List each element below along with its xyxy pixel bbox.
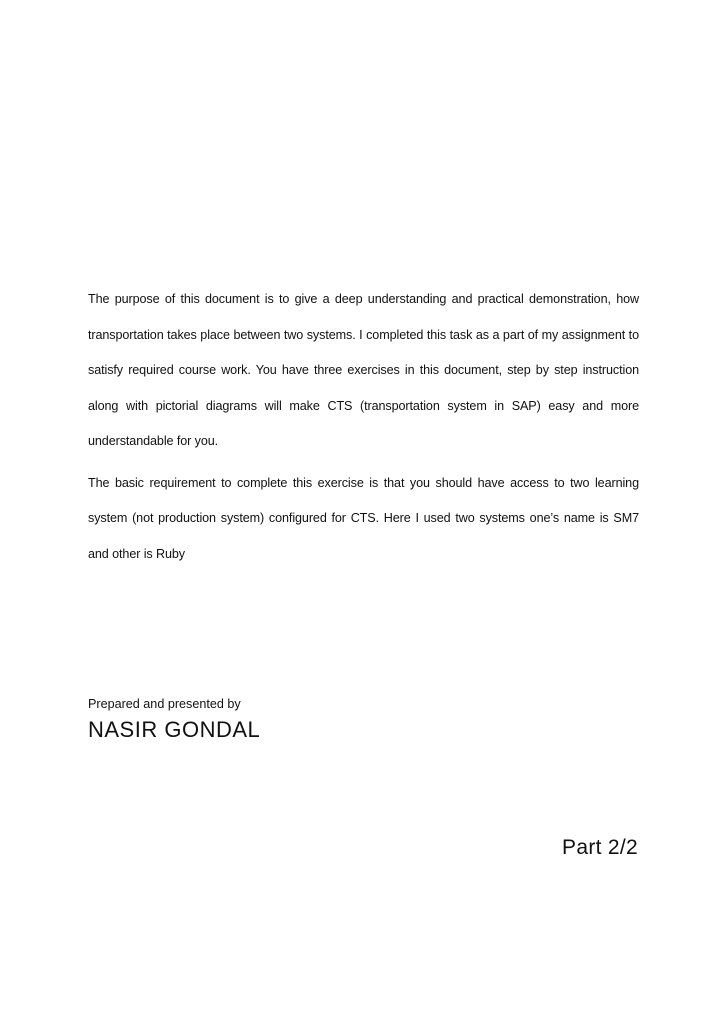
prepared-by-label: Prepared and presented by [88,697,241,711]
document-body [88,282,639,572]
author-block [88,694,260,744]
part-label: Part 2/2 [562,836,638,859]
requirement-paragraph: The basic requirement to complete this exercise is that you should have access to two learning system (not production system) configured for CTS. Here I used two systems one’s name is SM7 and other is Ruby [88,475,639,561]
author-name: NASIR GONDAL [88,717,261,742]
intro-paragraph: The purpose of this document is to give a deep understanding and practical demonstration, how transportation takes place between two systems. I completed this task as a part of my assignment to satisfy required course work. You have three exercises in this document, step by step instruction along with pictorial diagrams will make CTS (transportation system in SAP) easy and more understandable for you. [88,292,639,448]
